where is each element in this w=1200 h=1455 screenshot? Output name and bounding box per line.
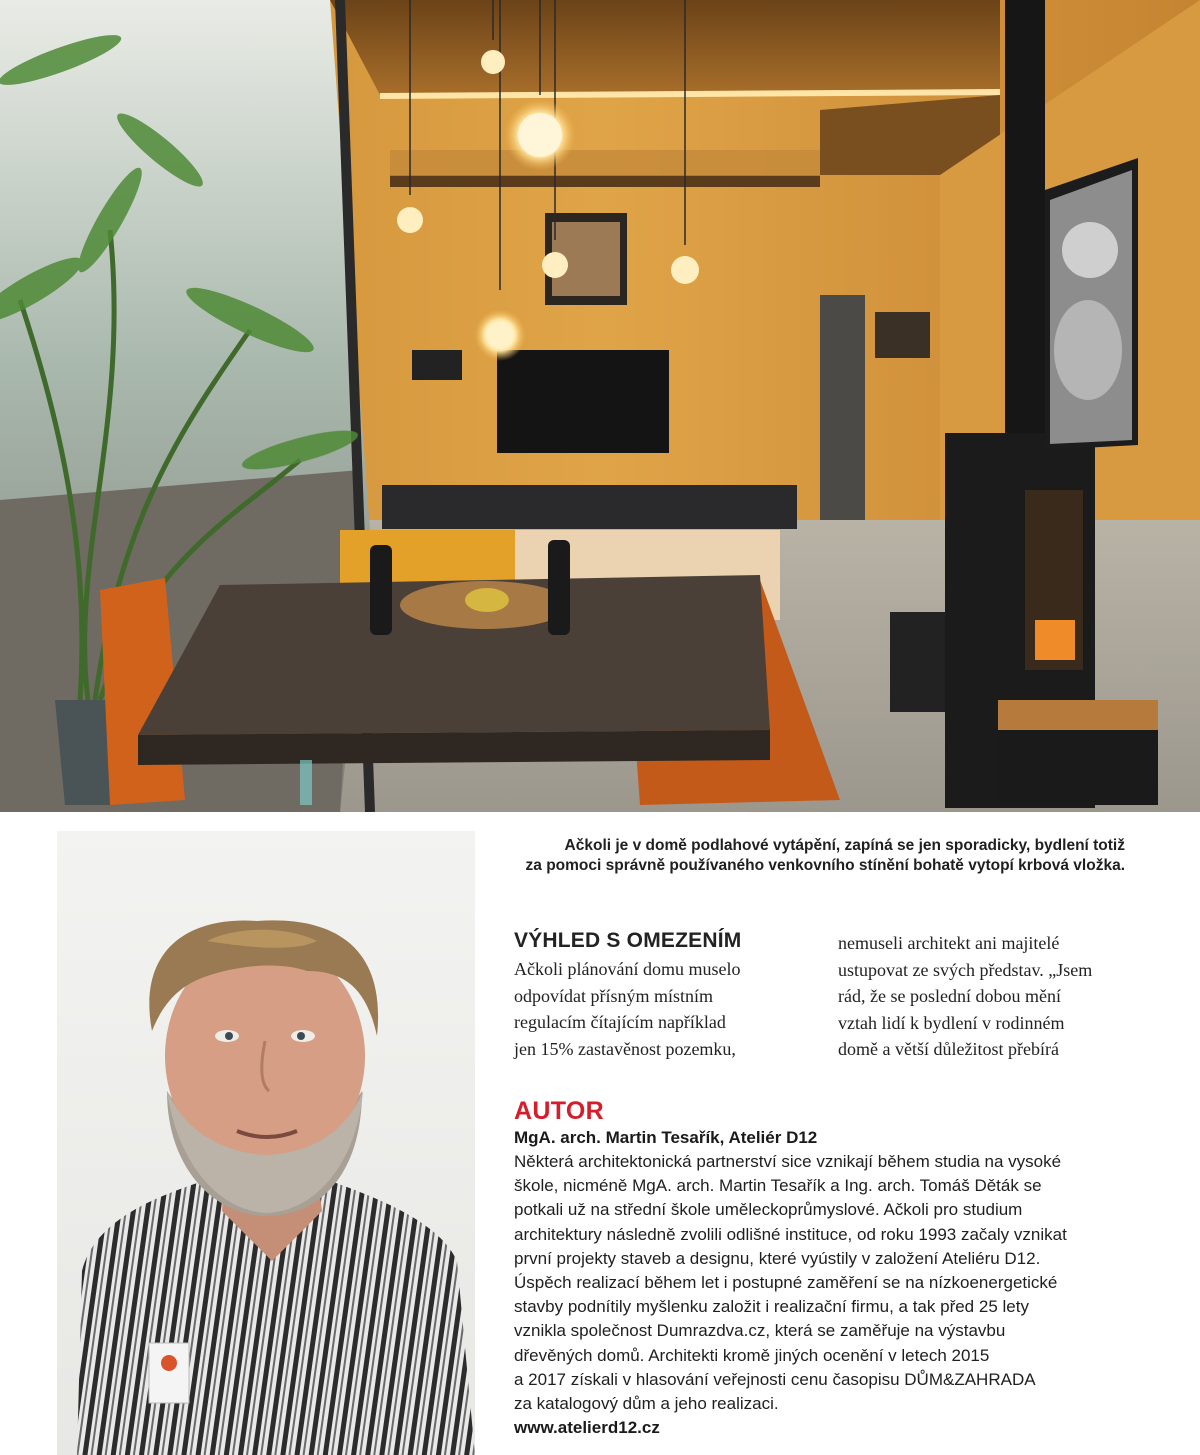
bio-line: Úspěch realizací během let i postupné zaměření se na nízkoenergetické <box>514 1273 1058 1293</box>
bio-line: stavby podnítily myšlenku založit i realizační firmu, a tak před 25 lety <box>514 1297 1029 1317</box>
body-line: domě a větší důležitost přebírá <box>838 1039 1059 1059</box>
body-line: jen 15% zastavěnost pozemku, <box>514 1038 736 1059</box>
bio-line: za katalogový dům a jeho realizaci. <box>514 1394 779 1414</box>
bio-line: dřevěných domů. Architekti kromě jiných ocenění v letech 2015 <box>514 1345 990 1365</box>
bio-line: první projekty staveb a designu, které vyústily v založení Ateliéru D12. <box>514 1248 1041 1268</box>
caption-line: Ačkoli je v domě podlahové vytápění, zapíná se jen sporadicky, bydlení totiž <box>564 837 1125 854</box>
author-box <box>514 1097 1154 1440</box>
article-column-right <box>838 930 1128 1063</box>
author-heading: AUTOR <box>514 1097 604 1125</box>
body-line: Ačkoli plánování domu muselo <box>514 959 741 979</box>
bio-line: škole, nicméně MgA. arch. Martin Tesařík a Ing. arch. Tomáš Děták se <box>514 1176 1042 1196</box>
photo-caption <box>485 836 1125 876</box>
section-heading: VÝHLED S OMEZENÍM <box>514 929 742 952</box>
body-line: ustupovat ze svých představ. „Jsem <box>838 959 1093 980</box>
body-line: odpovídat přísným místním <box>514 985 714 1006</box>
bio-line: potkali už na střední škole uměleckoprůmyslové. Ačkoli pro studium <box>514 1200 1023 1220</box>
author-name: MgA. arch. Martin Tesařík, Ateliér D12 <box>514 1128 818 1147</box>
article-column-left <box>514 928 804 1062</box>
portrait-photo-icon <box>57 831 475 1455</box>
bio-line: architektury následně zvolili odlišné instituce, od roku 1993 začaly vznikat <box>514 1224 1067 1244</box>
body-line: regulacím čítajícím například <box>514 1012 726 1032</box>
caption-line: za pomoci správně používaného venkovního stínění bohatě vytopí krbová vložka. <box>525 857 1125 874</box>
author-portrait <box>57 831 475 1455</box>
body-line: rád, že se poslední dobou mění <box>838 986 1061 1006</box>
bio-line: a 2017 získali v hlasování veřejnosti cenu časopisu DŮM&ZAHRADA <box>514 1369 1036 1389</box>
bio-line: Některá architektonická partnerství sice vznikají během studia na vysoké <box>514 1152 1062 1171</box>
bio-line: vznikla společnost Dumrazdva.cz, která se zaměřuje na výstavbu <box>514 1321 1006 1341</box>
author-website-link[interactable]: www.atelierd12.cz <box>514 1418 660 1438</box>
body-line: nemuseli architekt ani majitelé <box>838 933 1060 953</box>
body-line: vztah lidí k bydlení v rodinném <box>838 1012 1065 1033</box>
